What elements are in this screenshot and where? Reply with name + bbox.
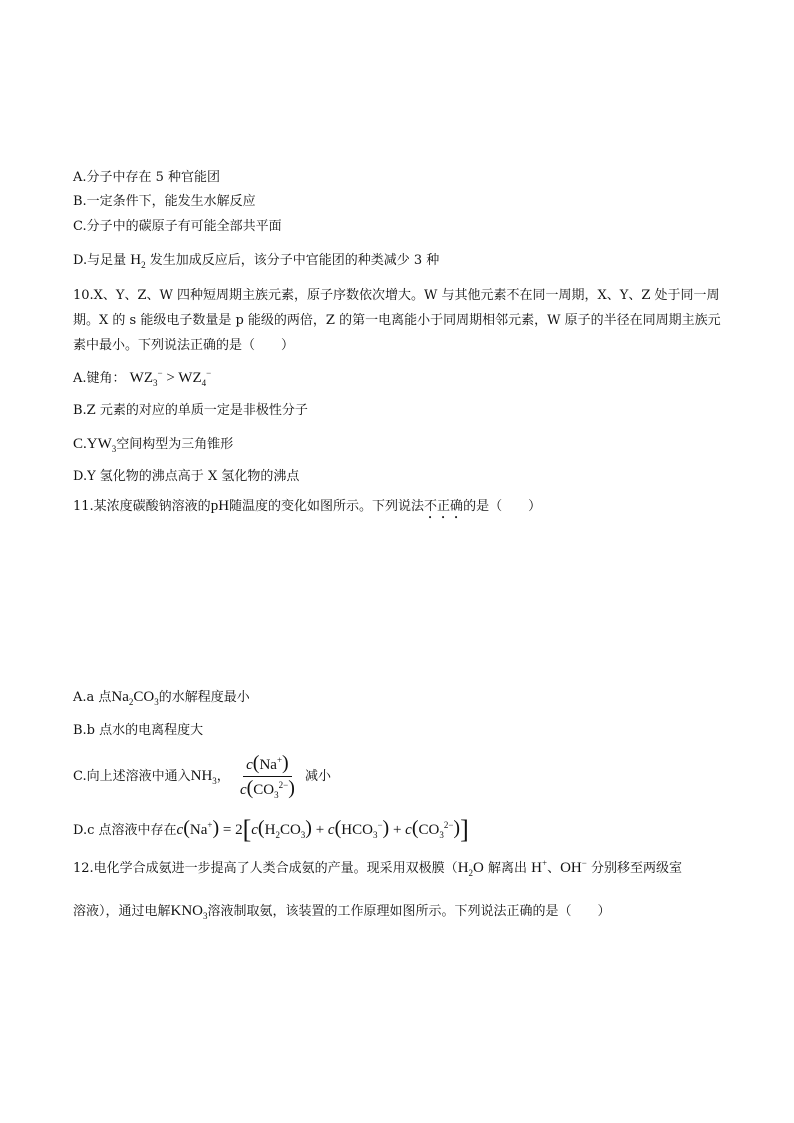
q10-stem: 10.X、Y、Z、W 四种短周期主族元素，原子序数依次增大。W 与其他元素不在同一周期，X、Y、Z 处于同一周期。X 的 s 能级电子数量是 p 能级的两倍，Z 的第一电离能小于同周期相邻元素，W 原子的半径在同周期主族元素中最小。下列说法正确的是（ ） — [73, 288, 721, 353]
q11-option-c: C.向上述溶液中通入$NH_3$， $\frac{c(Na^+)}{c(CO_3^{2-})}$ 减小 — [73, 752, 332, 800]
q12-stem-line-1: 12.电化学合成氨进一步提高了人类合成氨的产量。现采用双极膜（$H_2O$ 解离出 H+、OH− 分别移至两级室 — [73, 858, 682, 878]
q10-option-d: D.Y 氢化物的沸点高于 X 氢化物的沸点 — [73, 469, 300, 484]
q9-option-b: B.一定条件下，能发生水解反应 — [73, 194, 256, 209]
q11-option-b: B.b 点水的电离程度大 — [73, 723, 204, 738]
q12-stem-line-2: 溶液），通过电解$KNO_3$溶液制取氨，该装置的工作原理如图所示。下列说法正确的是（ ） — [73, 903, 611, 921]
q10-option-c: $C.YW_3$空间构型为三角锥形 — [73, 436, 234, 454]
charge-balance-equation: $c(Na^+) = 2[c(H_2CO_3) + c(HCO_3^-) + c(CO_3^{2-})]$ — [176, 815, 469, 844]
q9-option-c: C.分子中的碳原子有可能全部共平面 — [73, 219, 282, 234]
q9-option-d: D.与足量 $H_2$ 发生加成反应后，该分子中官能团的种类减少 3 种 — [73, 252, 440, 270]
q9-option-a: A.分子中存在 5 种官能团 — [73, 170, 221, 185]
q10-option-b: B.Z 元素的对应的单质一定是非极性分子 — [73, 403, 308, 418]
h2-formula: $H_2$ — [130, 252, 146, 270]
q10-option-a: A.键角： $WZ_3^- > WZ_4^-$ — [73, 368, 212, 388]
q11-option-d: D.c 点溶液中存在$c(Na^+) = 2[c(H_2CO_3) + c(HCO_3^-) + c(CO_3^{2-})]$ — [73, 815, 469, 844]
emphasized-text: 不正确 — [424, 499, 464, 514]
concentration-ratio-fraction: $\frac{c(Na^+)}{c(CO_3^{2-})}$ — [239, 752, 295, 800]
q11-option-a: A.a 点$Na_2CO_3$的水解程度最小 — [73, 689, 250, 707]
q11-stem: 11.某浓度碳酸钠溶液的pH随温度的变化如图所示。下列说法不正确的是（ ） — [73, 498, 542, 514]
